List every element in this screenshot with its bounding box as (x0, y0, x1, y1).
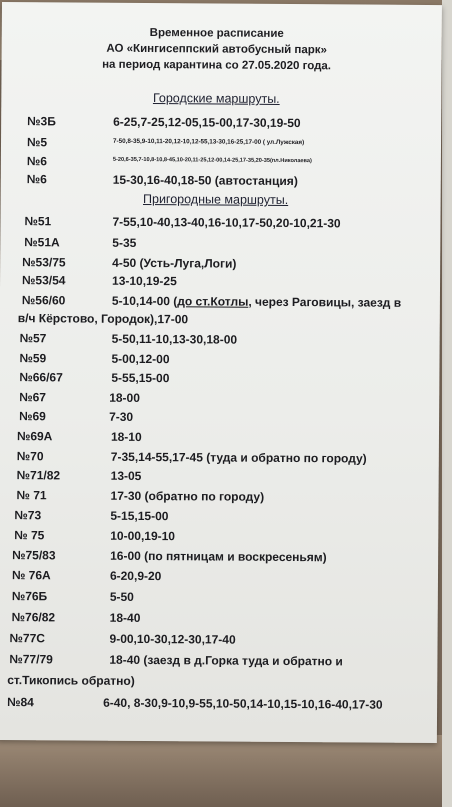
route-row (0, 449, 439, 466)
background-carpet (0, 735, 452, 807)
route-times: 7-50,8-35,9-10,11-20,12-10,12-55,13-30,16-25,17-00 ( ул.Лужская) (113, 137, 305, 147)
route-times: 18-10 (110, 429, 142, 444)
route-row (0, 468, 439, 483)
route-row (0, 528, 438, 544)
route-number: №70 (16, 449, 44, 464)
route-number: №76/82 (11, 610, 56, 625)
route-row (1, 154, 441, 169)
route-number: №6 (26, 172, 47, 187)
route-times: 7-55,10-40,13-40,16-10,17-50,20-10,21-30 (112, 214, 341, 231)
route-row (0, 409, 439, 424)
route-times: 9-00,10-30,12-30,17-40 (109, 631, 236, 647)
route-number: №51 (24, 214, 52, 229)
route-row (0, 488, 439, 504)
route-number: № 71 (16, 488, 47, 503)
route-times: 4-50 (Усть-Луга,Логи) (112, 255, 237, 271)
route-number: №77С (9, 631, 45, 646)
schedule-sheet (0, 2, 442, 743)
route-number: №77/79 (9, 652, 53, 667)
route-times: 17-30 (обратно по городу) (110, 488, 265, 504)
route-number: №66/67 (19, 370, 63, 385)
route-row (0, 631, 438, 647)
route-times: 13-05 (110, 468, 142, 483)
route-row (0, 331, 440, 347)
route-times: 10-00,19-10 (110, 528, 176, 544)
section-suburban-routes: Пригородные маршруты. (142, 191, 289, 208)
route-number: №67 (19, 390, 47, 405)
route-times: 6-20,9-20 (109, 568, 162, 584)
title-line-3: на период карантина со 27.05.2020 года. (102, 58, 332, 73)
route-number: №56/60 (21, 293, 66, 308)
route-times-continued: ст.Тикопись обратно) (7, 673, 135, 688)
route-number: №5 (26, 135, 48, 150)
route-times: 13-10,19-25 (112, 273, 177, 289)
route-row (0, 235, 440, 250)
route-row (0, 390, 439, 405)
route-row (0, 610, 438, 625)
route-times: 16-00 (по пятницам и воскресеньям) (110, 548, 327, 565)
route-number: №71/82 (16, 468, 61, 483)
title-line-2: АО «Кингисеппский автобусный парк» (106, 42, 327, 57)
route-number: №76Б (11, 589, 48, 604)
route-row (0, 293, 440, 310)
route-row (0, 508, 438, 524)
route-times: 5-10,14-00 (до ст.Котлы, через Раговицы, заезд в (111, 293, 402, 310)
route-times: 18-40 (заезд в д.Горка туда и обратно и (109, 652, 343, 669)
route-row (1, 114, 441, 131)
route-times: 18-00 (109, 390, 140, 405)
route-row (0, 351, 440, 367)
route-row (0, 652, 437, 669)
route-times-continued: в/ч Кёрстово, Городок),17-00 (17, 311, 189, 327)
route-times: 6-25,7-25,12-05,15-00,17-30,19-50 (113, 114, 301, 131)
route-row (0, 255, 440, 271)
route-row (1, 172, 441, 189)
route-times: 5-55,15-00 (111, 370, 170, 386)
route-times: 5-50 (109, 589, 134, 604)
route-number: №53/54 (22, 273, 66, 288)
route-number: №57 (19, 331, 47, 346)
route-times: 18-40 (109, 610, 141, 625)
route-times: 6-40, 8-30,9-10,9-55,10-50,14-10,15-10,16-40,17-30 (103, 695, 383, 712)
route-row (0, 548, 438, 565)
route-row (0, 589, 438, 604)
route-number: №75/83 (12, 548, 56, 563)
route-times: 5-20,6-35,7-10,8-10,8-45,10-20,11-25,12-00,14-25,17-35,20-35(пл.Николаева) (112, 156, 312, 165)
route-number: № 76А (11, 568, 51, 583)
route-row (0, 429, 439, 444)
section-city-routes: Городские маршруты. (152, 91, 280, 106)
route-number: №69А (16, 429, 53, 444)
route-number: №59 (19, 351, 47, 366)
route-number: №6 (26, 154, 48, 169)
route-number: №73 (14, 508, 42, 523)
route-number: №53/75 (22, 255, 66, 270)
route-row (0, 568, 438, 584)
route-times: 5-00,12-00 (111, 351, 170, 367)
route-row (0, 370, 439, 386)
route-number: №51А (24, 235, 60, 250)
route-number: №3Б (27, 114, 56, 129)
route-times: 15-30,16-40,18-50 (автостанция) (112, 172, 298, 189)
route-times: 5-50,11-10,13-30,18-00 (111, 331, 238, 347)
route-row (1, 214, 441, 231)
route-row (0, 695, 437, 712)
route-number: № 75 (14, 528, 45, 543)
route-row (0, 273, 440, 289)
route-number: №69 (19, 409, 46, 424)
background-right-edge (442, 0, 452, 807)
route-times: 5-15,15-00 (110, 508, 169, 524)
route-times: 5-35 (112, 235, 137, 250)
route-row (1, 135, 441, 150)
route-times: 7-35,14-55,17-45 (туда и обратно по городу) (110, 449, 367, 466)
title-line-1: Временное расписание (149, 27, 284, 40)
route-number: №84 (7, 695, 34, 710)
route-times: 7-30 (109, 409, 134, 424)
